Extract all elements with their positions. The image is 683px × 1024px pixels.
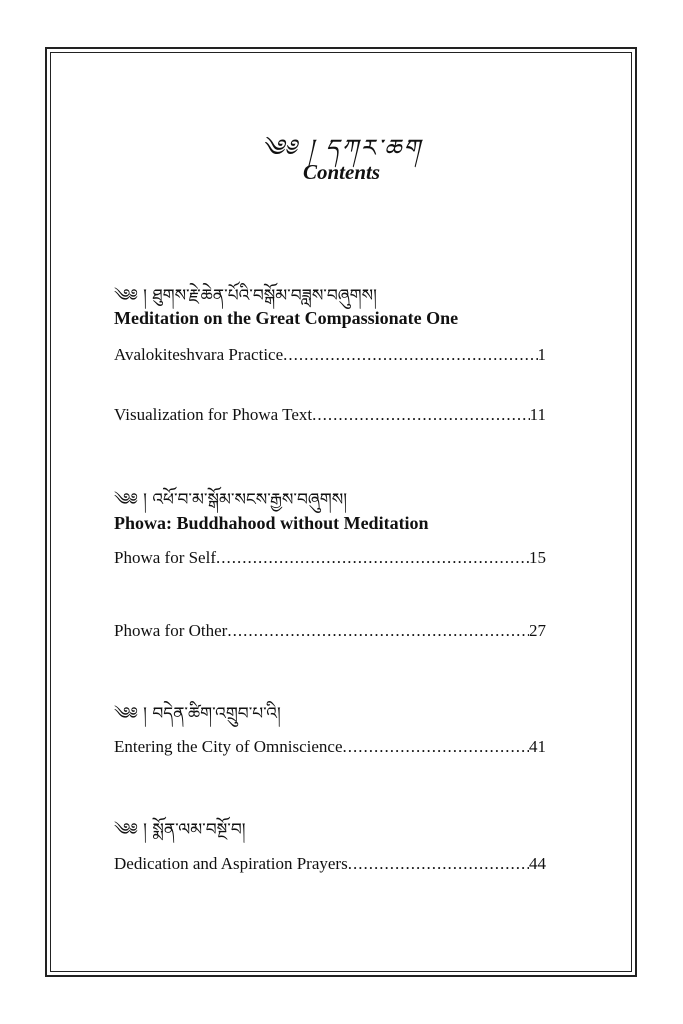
toc-entry-page: 15 bbox=[529, 548, 546, 567]
toc-entry-page: 27 bbox=[529, 621, 546, 640]
toc-entry-label: Avalokiteshvara Practice bbox=[114, 345, 284, 364]
toc-entry[interactable] bbox=[114, 345, 546, 365]
toc-entry-label: Dedication and Aspiration Prayers bbox=[114, 854, 348, 873]
toc-entry-label: Visualization for Phowa Text bbox=[114, 405, 313, 424]
section-tibetan-heading: ༄༅ ། འཕོ་བ་མ་སྒོམ་སངས་རྒྱས་བཞུགས། bbox=[114, 490, 347, 510]
toc-entry-page: 1 bbox=[537, 345, 546, 364]
toc-entry-page: 11 bbox=[529, 405, 546, 424]
dot-leader bbox=[348, 854, 529, 874]
page-title: Contents bbox=[302, 160, 381, 184]
dot-leader bbox=[227, 621, 529, 641]
toc-entry[interactable] bbox=[114, 405, 546, 425]
toc-entry[interactable] bbox=[114, 737, 546, 757]
dot-leader bbox=[216, 548, 529, 568]
section-tibetan-heading: ༄༅ ། སྨོན་ལམ་བསྔོ་བ། bbox=[114, 820, 246, 840]
section-heading: Phowa: Buddhahood without Meditation bbox=[114, 513, 429, 533]
toc-entry-page: 44 bbox=[529, 854, 546, 873]
section-tibetan-heading: ༄༅ ། ཐུགས་རྗེ་ཆེན་པོའི་བསྒོམ་བཟླས་བཞུགས། bbox=[114, 286, 377, 306]
toc-entry[interactable] bbox=[114, 621, 546, 641]
toc-entry[interactable] bbox=[114, 854, 546, 874]
dot-leader bbox=[312, 405, 529, 425]
dot-leader bbox=[283, 345, 537, 365]
toc-entry-label: Entering the City of Omniscience bbox=[114, 737, 343, 756]
tibetan-title: ༄༅ ། དཀར་ཆག bbox=[261, 134, 422, 162]
toc-entry[interactable] bbox=[114, 548, 546, 568]
toc-entry-label: Phowa for Self bbox=[114, 548, 216, 567]
toc-entry-label: Phowa for Other bbox=[114, 621, 228, 640]
section-heading: Meditation on the Great Compassionate One bbox=[114, 308, 459, 328]
toc-entry-page: 41 bbox=[529, 737, 546, 756]
dot-leader bbox=[343, 737, 530, 757]
section-tibetan-heading: ༄༅ ། བདེན་ཚིག་འགྲུབ་པ་འི། bbox=[114, 704, 281, 724]
